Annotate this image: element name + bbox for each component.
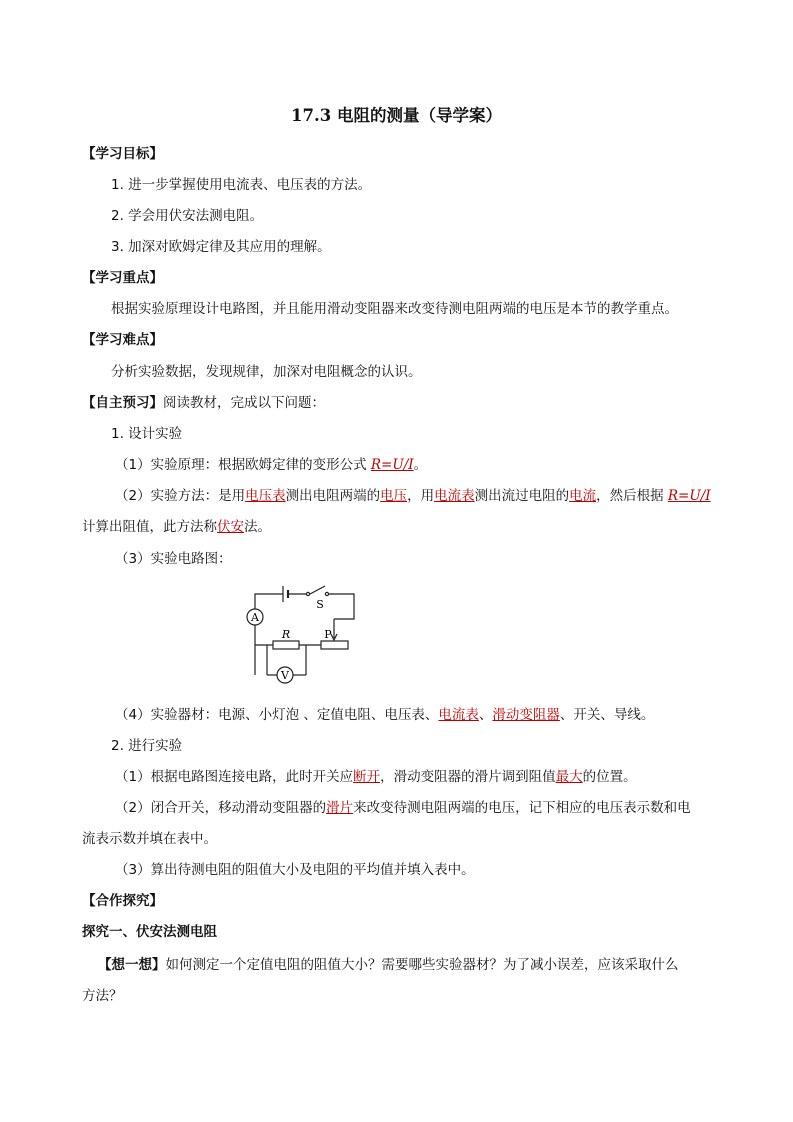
principle-line: [115, 455, 427, 475]
goal-item-3: 3. 加深对欧姆定律及其应用的理解。: [111, 239, 331, 255]
difficulty-heading: 【学习难点】: [82, 332, 163, 348]
method-text: ，然后根据: [596, 488, 668, 504]
answer-current: 电流: [569, 488, 597, 504]
method-text: 法。: [244, 519, 271, 535]
equipment-text: 、: [478, 707, 493, 723]
equipment-text: 、开关、导线。: [559, 707, 655, 723]
goal-item-2: 2. 学会用伏安法测电阻。: [111, 208, 264, 224]
preview-line: [82, 393, 325, 413]
think-line: [98, 955, 679, 975]
step-3-line: （3）算出待测电阻的阻值大小及电阻的平均值并填入表中。: [115, 862, 475, 878]
circuit-diagram: [240, 583, 370, 693]
difficulty-text: 分析实验数据，发现规律，加深对电阻概念的认识。: [111, 364, 422, 380]
answer-ammeter-2: 电流表: [438, 707, 479, 723]
answer-rheostat: 滑动变阻器: [492, 707, 560, 723]
page-title: 17.3 电阻的测量（导学案）: [291, 106, 502, 125]
equipment-line: [115, 705, 654, 725]
explore-subheading: 探究一、伏安法测电阻: [82, 924, 217, 940]
method-text: 测出流过电阻的: [474, 488, 570, 504]
step-2-line-2: 流表示数并填在表中。: [82, 831, 217, 847]
method-line: [115, 486, 711, 506]
voltmeter-label: V: [281, 669, 289, 682]
think-text: 如何测定一个定值电阻的阻值大小？需要哪些实验器材？为了减小误差，应该采取什么: [165, 957, 679, 973]
method-line-2: [82, 517, 271, 537]
think-label: 【想一想】: [98, 957, 166, 973]
step-text: 来改变待测电阻两端的电压，记下相应的电压表示数和电: [353, 800, 691, 816]
resistor-label: R: [281, 628, 291, 641]
principle-text: （1）实验原理：根据欧姆定律的变形公式: [115, 457, 371, 473]
think-line-2: 方法？: [82, 988, 123, 1004]
step-text: （1）根据电路图连接电路，此时开关应: [115, 769, 354, 785]
step-text: ，滑动变阻器的滑片调到阻值: [380, 769, 556, 785]
step-2-line: [115, 798, 691, 818]
answer-method-name: 伏安: [217, 519, 244, 535]
preview-heading: 【自主预习】: [82, 395, 163, 411]
principle-end: 。: [413, 457, 428, 473]
answer-open: 断开: [353, 769, 381, 785]
answer-ammeter: 电流表: [434, 488, 475, 504]
answer-formula: R=U/I: [667, 488, 711, 504]
answer-max: 最大: [555, 769, 583, 785]
answer-voltmeter: 电压表: [245, 488, 286, 504]
method-text: ，用: [407, 488, 435, 504]
section-experiment: 2. 进行实验: [111, 738, 183, 754]
goal-item-1: 1. 进一步掌握使用电流表、电压表的方法。: [111, 177, 372, 193]
method-text: （2）实验方法：是用: [115, 488, 246, 504]
slider-label: P: [324, 628, 332, 641]
step-text: 的位置。: [582, 769, 637, 785]
ammeter-label: A: [251, 611, 259, 624]
key-points-heading: 【学习重点】: [82, 270, 163, 286]
step-text: （2）闭合开关，移动滑动变阻器的: [115, 800, 327, 816]
switch-label: S: [316, 598, 324, 611]
key-points-text: 根据实验原理设计电路图，并且能用滑动变阻器来改变待测电阻两端的电压是本节的教学重点。: [111, 301, 678, 317]
equipment-text: （4）实验器材：电源、小灯泡 、定值电阻、电压表、: [115, 707, 439, 723]
preview-intro: 阅读教材，完成以下问题：: [163, 395, 325, 411]
step-1-line: [115, 767, 637, 787]
section-design: 1. 设计实验: [111, 426, 183, 442]
method-text: 计算出阻值，此方法称: [82, 519, 217, 535]
answer-slider: 滑片: [326, 800, 354, 816]
circuit-label: （3）实验电路图：: [115, 551, 232, 567]
formula-answer: R=U/I: [370, 457, 414, 473]
goals-heading: 【学习目标】: [82, 146, 163, 162]
method-text: 测出电阻两端的: [285, 488, 381, 504]
answer-voltage: 电压: [380, 488, 408, 504]
explore-heading: 【合作探究】: [82, 893, 163, 909]
